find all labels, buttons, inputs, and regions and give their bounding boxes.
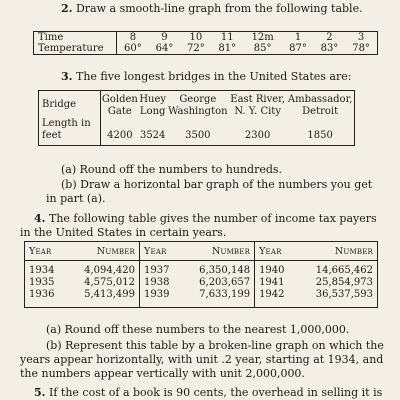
table-cell: 1939	[140, 289, 182, 308]
table-cell: 6,203,657	[199, 277, 251, 288]
table-row	[25, 277, 378, 289]
table-cell: Golden Gate	[101, 91, 139, 119]
temperature-row	[34, 43, 378, 55]
table-cell: 36,537,593	[315, 289, 373, 300]
table-cell: 3	[357, 32, 365, 43]
problem-4-part-a: (a) Round off these numbers to the nearest 1,000,000.	[46, 323, 350, 336]
table-row	[25, 289, 378, 308]
table-cell: 60°	[117, 43, 149, 55]
problem-3-heading: 3. The five longest bridges in the United States are:	[61, 70, 352, 83]
table-cell: 87°	[289, 43, 307, 54]
table-cell: 64°	[155, 43, 174, 54]
table-row	[25, 261, 378, 278]
table-cell: 10	[189, 32, 203, 43]
table-cell: 2	[326, 32, 333, 43]
table-cell: 12m	[251, 32, 274, 43]
table-cell: 1	[294, 32, 302, 43]
table-cell: East River, N. Y. City	[230, 94, 286, 117]
table-cell: 1938	[140, 277, 182, 289]
column-header: Year	[255, 242, 297, 261]
bridge-lengths-row	[39, 118, 355, 146]
problem-4-heading-line2: in the United States in certain years.	[20, 226, 227, 239]
column-header: Year	[140, 242, 182, 261]
column-header: Number	[181, 242, 254, 261]
table-cell: 1936	[29, 289, 55, 300]
table-cell: 5,413,499	[84, 289, 136, 300]
table-cell: 85°	[253, 43, 272, 54]
bridges-table	[38, 90, 355, 146]
time-row	[34, 32, 378, 44]
table-cell: 14,665,462	[315, 265, 373, 276]
table-cell: 1934	[29, 265, 55, 276]
column-header: Number	[296, 242, 377, 261]
table-cell: 3500	[185, 130, 211, 141]
table-cell: 4200	[101, 118, 139, 146]
table-cell: 83°	[320, 43, 339, 54]
temperature-table	[33, 31, 378, 55]
table-cell: 11	[220, 32, 234, 43]
column-header: Number	[66, 242, 139, 261]
table-cell: 1941	[255, 277, 297, 289]
table-cell: 3524	[139, 130, 166, 141]
table-cell: 6,350,148	[199, 265, 251, 276]
problem-2-heading: 2. Draw a smooth-line graph from the following table.	[61, 2, 363, 15]
table-cell: 25,854,973	[315, 277, 373, 288]
problem-3-part-b-line2: in part (a).	[46, 192, 106, 205]
table-cell: Ambassador, Detroit	[287, 94, 353, 117]
table-cell: 7,633,199	[199, 289, 251, 300]
problem-4-part-b-line1: (b) Represent this table by a broken-line graph on which the	[46, 339, 384, 352]
problem-3-part-b-line1: (b) Draw a horizontal bar graph of the numbers you get	[61, 178, 373, 191]
problem-4-part-b-line2: years appear horizontally, with unit .2 year, starting at 1934, and	[20, 353, 384, 366]
temperature-label: Temperature	[38, 43, 104, 54]
bridge-label: Bridge	[42, 99, 77, 110]
table-cell: Huey Long	[139, 94, 167, 117]
table-cell: 1935	[29, 277, 55, 288]
table-cell: 9	[161, 32, 168, 43]
table-cell: 81°	[218, 43, 237, 54]
bridge-names-row	[39, 91, 355, 119]
problem-4-heading: 4. The following table gives the number of income tax payers	[34, 212, 377, 225]
length-label: Length in feet	[42, 118, 91, 141]
table-cell: 2300	[244, 130, 271, 141]
table-cell: 1850	[307, 130, 333, 141]
table-cell: 72°	[187, 43, 205, 54]
table-cell: George Washington	[168, 94, 228, 117]
table-cell: 1940	[255, 261, 297, 278]
table-cell: 8	[117, 32, 149, 44]
table-cell: 4,575,012	[84, 277, 136, 288]
time-label: Time	[38, 32, 64, 43]
problem-3-part-a: (a) Round off the numbers to hundreds.	[61, 163, 283, 176]
income-tax-table	[24, 241, 378, 308]
problem-5-heading: 5. If the cost of a book is 90 cents, the overhead in selling it is	[34, 386, 383, 399]
table-cell: 1942	[255, 289, 297, 308]
problem-4-part-b-line3: the numbers appear vertically with unit 2,000,000.	[20, 367, 305, 380]
column-header: Year	[25, 242, 67, 261]
table-cell: 4,094,420	[84, 265, 136, 276]
table-cell: 78°	[352, 43, 370, 54]
table-header-row	[25, 242, 378, 261]
table-cell: 1937	[140, 261, 182, 278]
